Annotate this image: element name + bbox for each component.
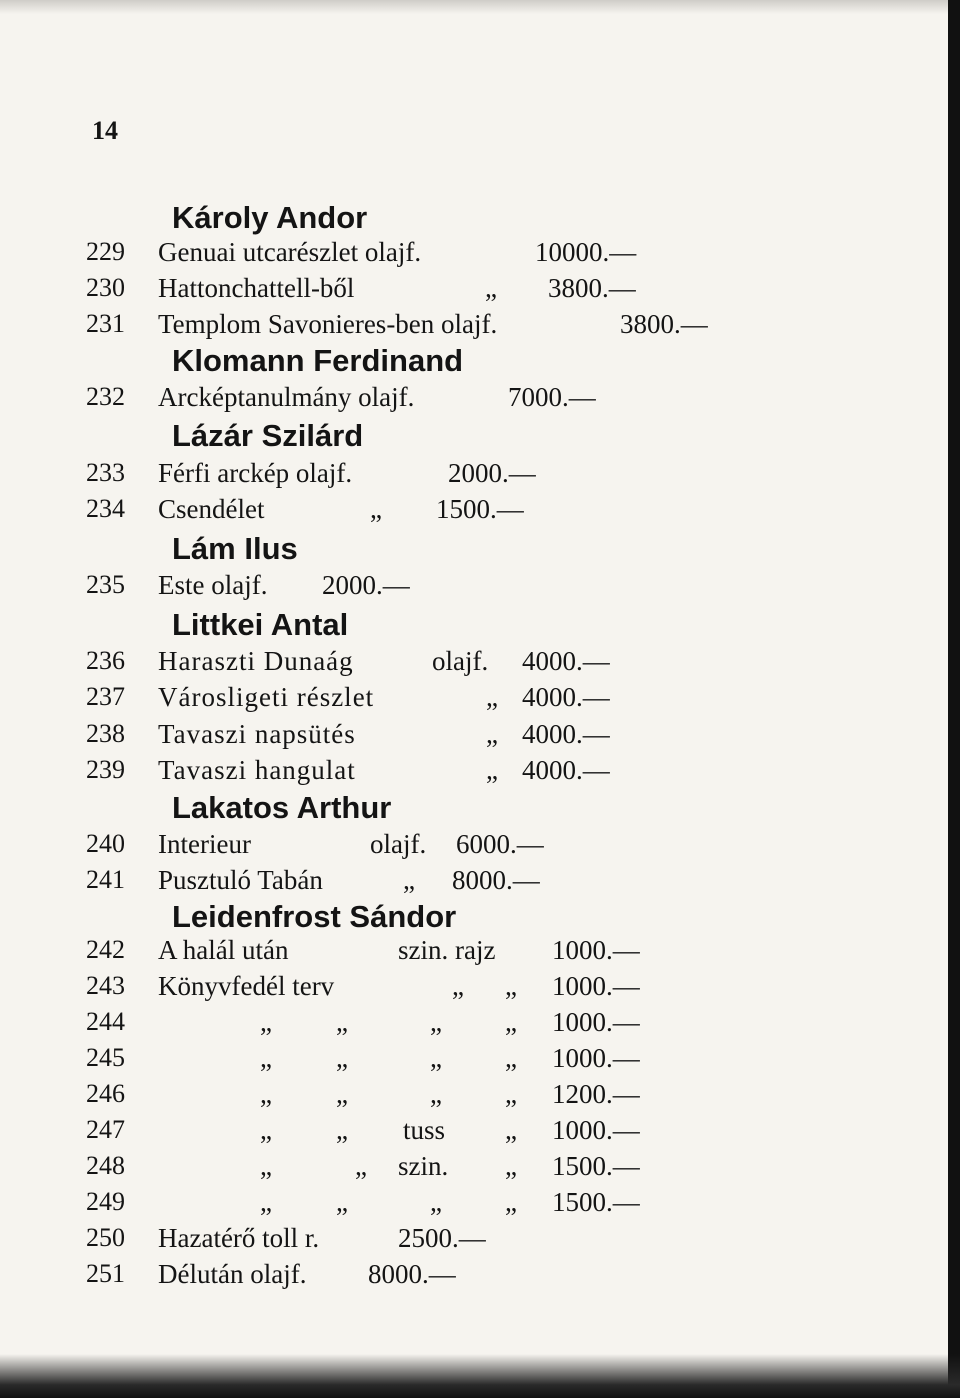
entry-number: 247 bbox=[86, 1115, 125, 1144]
ditto-mark: „ bbox=[260, 1187, 272, 1217]
ditto-mark: „ bbox=[430, 1187, 442, 1217]
entry-price: 8000.— bbox=[368, 1259, 456, 1289]
ditto-mark: „ bbox=[260, 1115, 272, 1145]
entry-price: 4000.— bbox=[522, 682, 610, 712]
entry-title: Hazatérő toll r. bbox=[158, 1223, 320, 1253]
entry-title: Hattonchattell-ből bbox=[158, 273, 355, 303]
entry-price: 1000.— bbox=[552, 935, 640, 965]
entry-title: Genuai utcarészlet olajf. bbox=[158, 237, 422, 267]
entry-number: 239 bbox=[86, 755, 125, 784]
entry-title: Templom Savonieres-ben olajf. bbox=[158, 309, 498, 339]
entry-number: 248 bbox=[86, 1151, 125, 1180]
entry-price: 3800.— bbox=[620, 309, 708, 339]
entry-price: 1000.— bbox=[552, 1043, 640, 1073]
entry-number: 243 bbox=[86, 971, 125, 1000]
entry-price: 1000.— bbox=[552, 1115, 640, 1145]
entry-number: 232 bbox=[86, 382, 125, 411]
ditto-mark: „ bbox=[260, 1079, 272, 1109]
ditto-mark: „ bbox=[260, 1043, 272, 1073]
entry-title: Csendélet bbox=[158, 494, 265, 524]
entry-title: Este olajf. bbox=[158, 570, 268, 600]
entry-number: 249 bbox=[86, 1187, 125, 1216]
artist-name: Klomann Ferdinand bbox=[172, 343, 464, 378]
entry-medium: olajf. bbox=[432, 646, 489, 676]
ditto-mark: „ bbox=[370, 494, 382, 524]
entry-price: 1500.— bbox=[436, 494, 524, 524]
entry-title: Tavaszi napsütés bbox=[158, 719, 356, 749]
artist-name: Littkei Antal bbox=[172, 607, 349, 642]
entry-title: Városligeti részlet bbox=[158, 682, 375, 712]
entry-title: Könyvfedél terv bbox=[158, 971, 335, 1001]
entry-price: 7000.— bbox=[508, 382, 596, 412]
entry-number: 251 bbox=[86, 1259, 125, 1288]
entry-medium: tuss bbox=[403, 1115, 446, 1145]
ditto-mark: „ bbox=[485, 273, 497, 303]
artist-name: Lakatos Arthur bbox=[172, 790, 392, 825]
entry-number: 230 bbox=[86, 273, 125, 302]
ditto-mark: „ bbox=[336, 1007, 348, 1037]
entry-number: 245 bbox=[86, 1043, 125, 1072]
entry-price: 4000.— bbox=[522, 719, 610, 749]
ditto-mark: „ bbox=[260, 1007, 272, 1037]
ditto-mark: „ bbox=[505, 1115, 517, 1145]
ditto-mark: „ bbox=[430, 1007, 442, 1037]
ditto-mark: „ bbox=[505, 1187, 517, 1217]
entry-price: 6000.— bbox=[456, 829, 544, 859]
entry-number: 237 bbox=[86, 682, 125, 711]
entry-number: 234 bbox=[86, 494, 125, 523]
scan-right-edge bbox=[948, 0, 960, 1398]
ditto-mark: „ bbox=[355, 1151, 367, 1181]
entry-price: 1000.— bbox=[552, 1007, 640, 1037]
entry-price: 8000.— bbox=[452, 865, 540, 895]
entry-medium: szin. rajz bbox=[398, 935, 496, 965]
scan-bottom-edge bbox=[0, 1354, 960, 1398]
entry-number: 229 bbox=[86, 237, 125, 266]
entry-title: Délután olajf. bbox=[158, 1259, 307, 1289]
ditto-mark: „ bbox=[505, 1043, 517, 1073]
entry-price: 1000.— bbox=[552, 971, 640, 1001]
entry-medium: olajf. bbox=[370, 829, 427, 859]
ditto-mark: „ bbox=[505, 971, 517, 1001]
entry-price: 1500.— bbox=[552, 1151, 640, 1181]
ditto-mark: „ bbox=[505, 1007, 517, 1037]
entry-title: Interieur bbox=[158, 829, 251, 859]
scan-top-edge bbox=[0, 0, 960, 14]
entry-number: 238 bbox=[86, 719, 125, 748]
entry-title: Arcképtanulmány olajf. bbox=[158, 382, 415, 412]
ditto-mark: „ bbox=[430, 1079, 442, 1109]
entry-price: 2000.— bbox=[322, 570, 410, 600]
ditto-mark: „ bbox=[486, 682, 498, 712]
entry-price: 1500.— bbox=[552, 1187, 640, 1217]
ditto-mark: „ bbox=[430, 1043, 442, 1073]
artist-name: Lám Ilus bbox=[172, 531, 298, 566]
ditto-mark: „ bbox=[336, 1043, 348, 1073]
entry-price: 3800.— bbox=[548, 273, 636, 303]
entry-price: 1200.— bbox=[552, 1079, 640, 1109]
artist-name: Lázár Szilárd bbox=[172, 418, 364, 453]
entry-number: 242 bbox=[86, 935, 125, 964]
entry-title: Haraszti Dunaág bbox=[158, 646, 354, 676]
entry-number: 241 bbox=[86, 865, 125, 894]
entry-price: 4000.— bbox=[522, 646, 610, 676]
entry-number: 250 bbox=[86, 1223, 125, 1252]
artist-name: Károly Andor bbox=[172, 200, 368, 235]
entry-number: 246 bbox=[86, 1079, 125, 1108]
artist-name: Leidenfrost Sándor bbox=[172, 899, 457, 934]
entry-price: 2500.— bbox=[398, 1223, 486, 1253]
entry-title: Férfi arckép olajf. bbox=[158, 458, 353, 488]
ditto-mark: „ bbox=[486, 755, 498, 785]
ditto-mark: „ bbox=[260, 1151, 272, 1181]
ditto-mark: „ bbox=[336, 1115, 348, 1145]
entry-number: 244 bbox=[86, 1007, 125, 1036]
ditto-mark: „ bbox=[336, 1079, 348, 1109]
entry-medium: szin. bbox=[398, 1151, 449, 1181]
entry-price: 10000.— bbox=[535, 237, 637, 267]
entry-number: 233 bbox=[86, 458, 125, 487]
entry-title: Tavaszi hangulat bbox=[158, 755, 356, 785]
entry-price: 2000.— bbox=[448, 458, 536, 488]
ditto-mark: „ bbox=[505, 1079, 517, 1109]
entry-title: A halál után bbox=[158, 935, 289, 965]
entry-number: 236 bbox=[86, 646, 125, 675]
page-number: 14 bbox=[92, 116, 118, 145]
ditto-mark: „ bbox=[505, 1151, 517, 1181]
entry-number: 231 bbox=[86, 309, 125, 338]
ditto-mark: „ bbox=[403, 865, 415, 895]
entry-title: Pusztuló Tabán bbox=[158, 865, 323, 895]
ditto-mark: „ bbox=[486, 719, 498, 749]
ditto-mark: „ bbox=[336, 1187, 348, 1217]
entry-number: 235 bbox=[86, 570, 125, 599]
ditto-mark: „ bbox=[452, 971, 464, 1001]
entry-number: 240 bbox=[86, 829, 125, 858]
entry-price: 4000.— bbox=[522, 755, 610, 785]
